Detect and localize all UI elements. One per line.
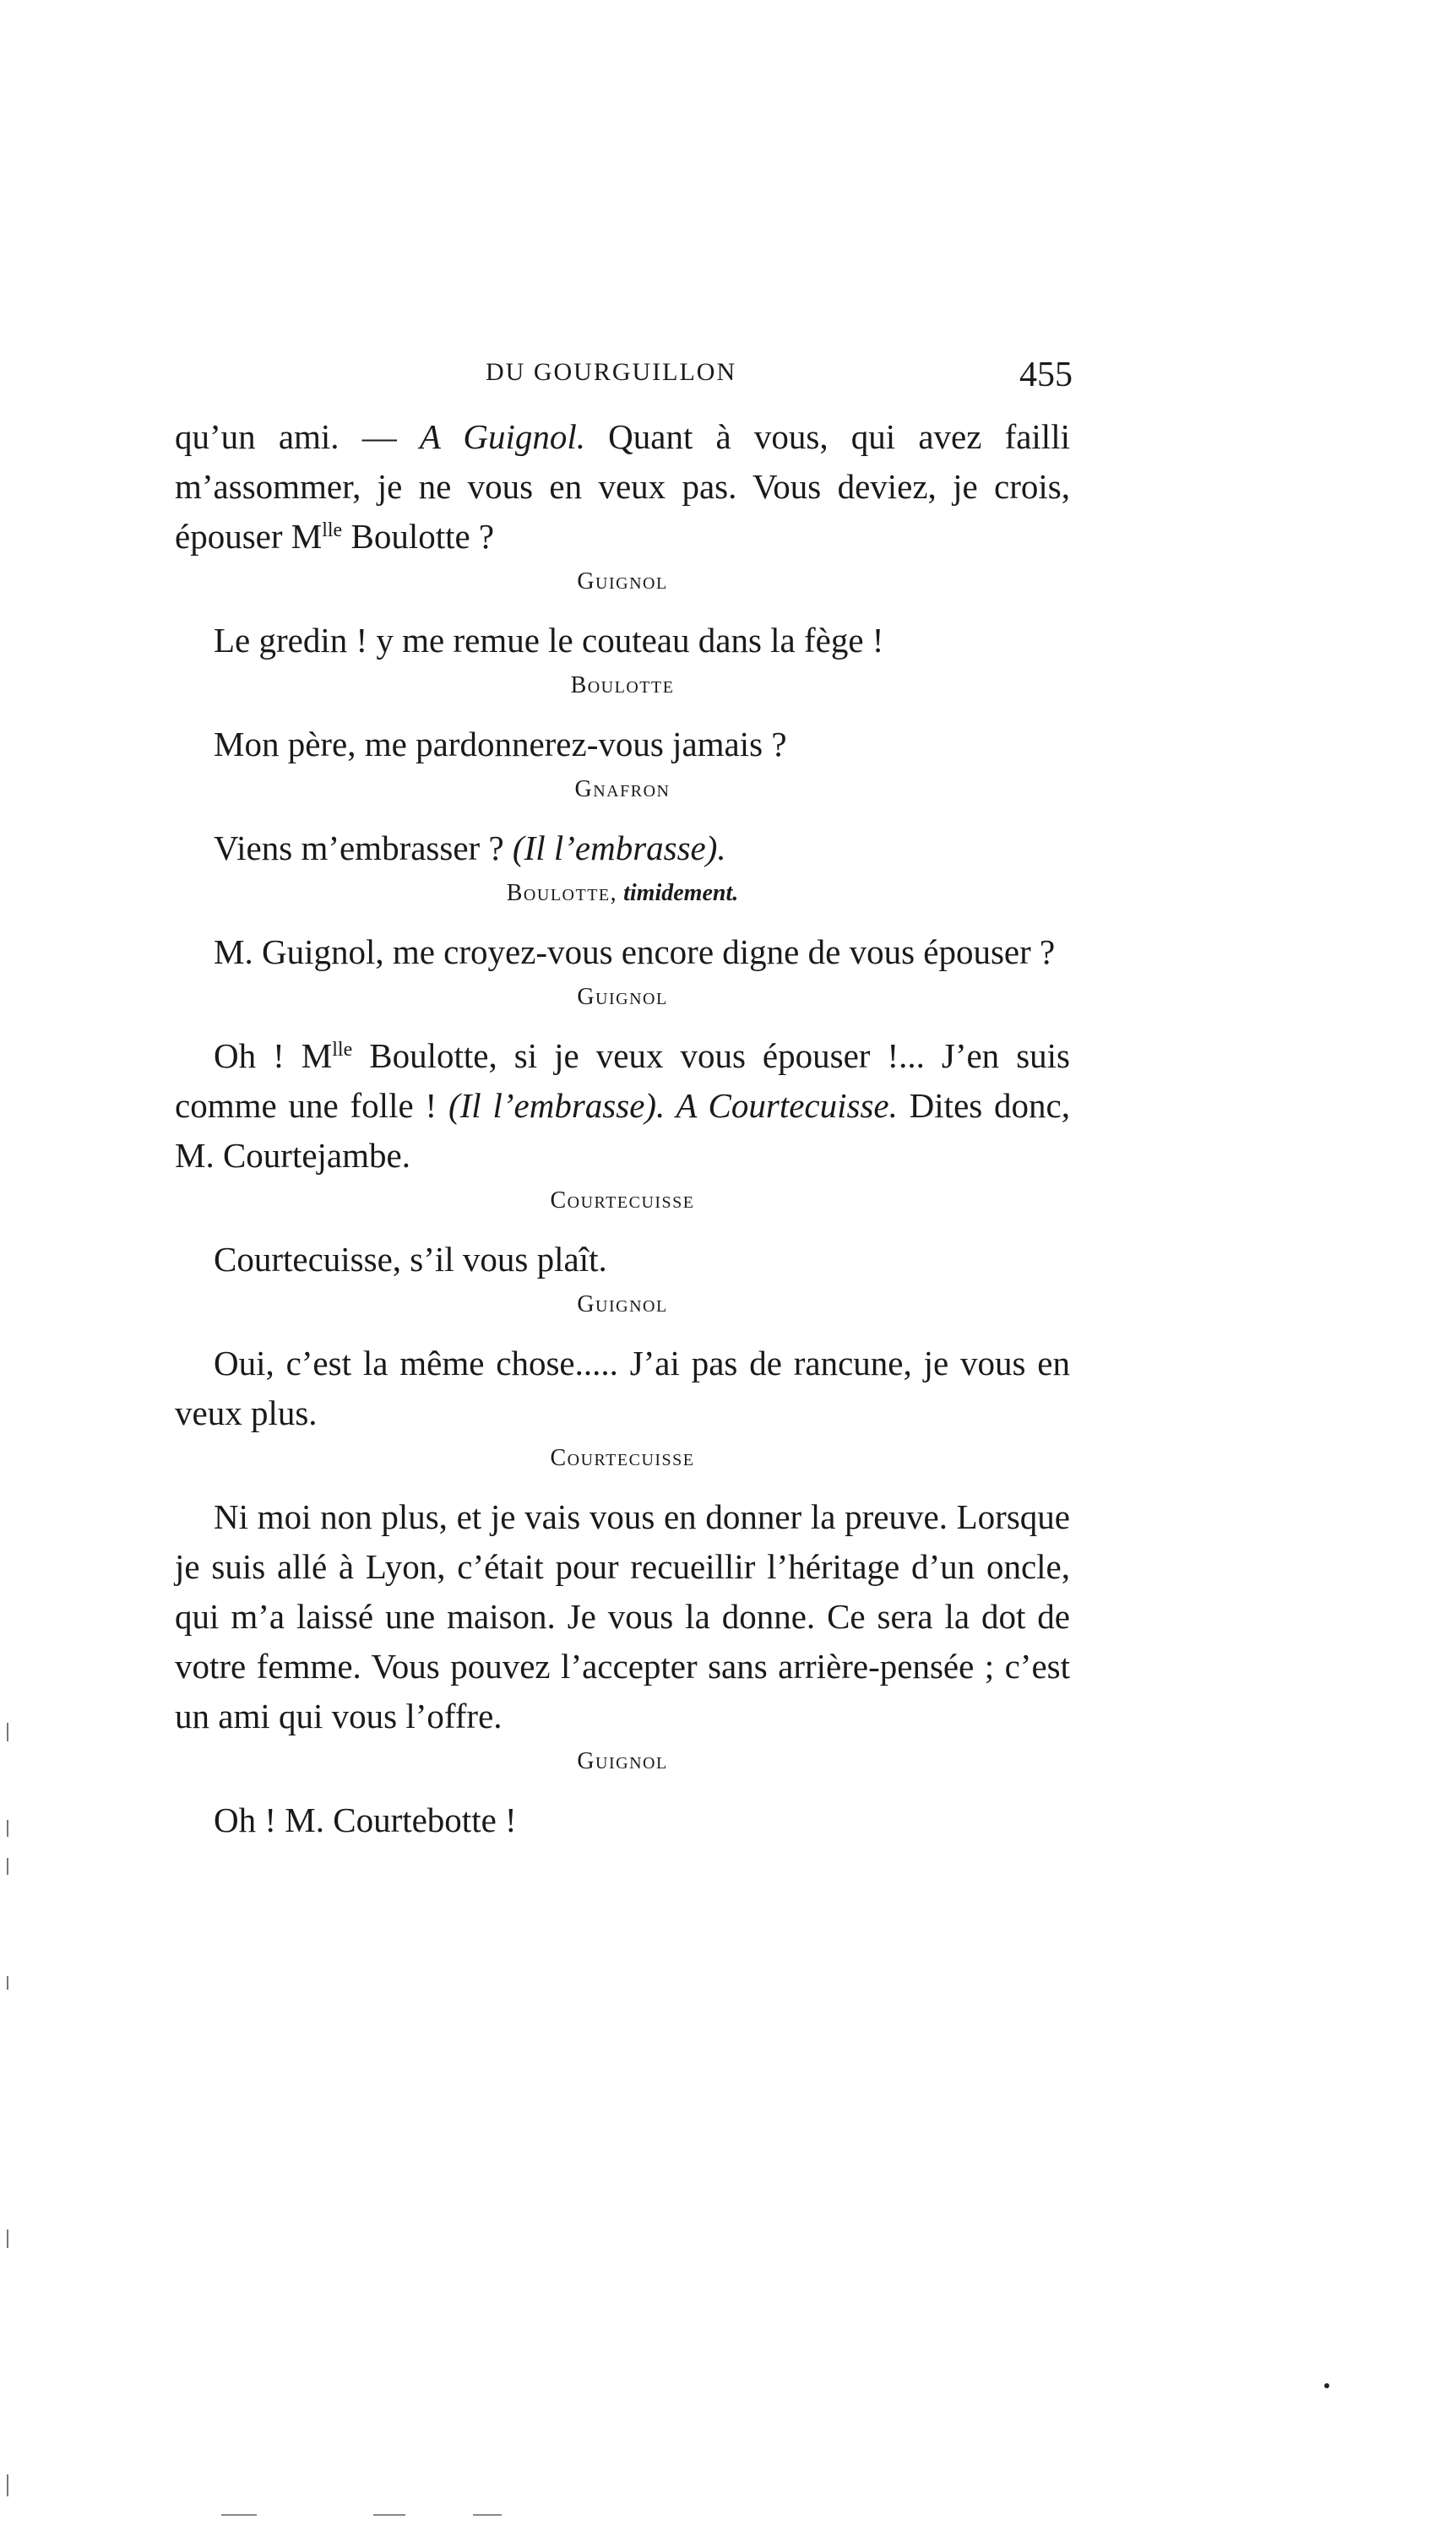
stage-direction: A Guignol.: [419, 417, 585, 456]
speech-paragraph: Oui, c’est la même chose..... J’ai pas de rancune, je vous en veux plus.: [175, 1344, 1070, 1432]
margin-mark: [7, 1723, 8, 1741]
speech-paragraph: M. Guignol, me croyez-vous encore digne de vous épouser ?: [214, 932, 1056, 971]
page-header: [177, 358, 1073, 400]
speaker-name: Boulotte: [570, 672, 675, 698]
speaker-name: Gnafron: [574, 776, 671, 802]
speech-paragraph: Oh ! $M^{lle}$ Boulotte, si je veux vous épouser !... J’en suis comme une folle ! (Il l’embrasse). A Courtecuisse. Dites donc, M. Courtejambe.: [175, 1036, 1071, 1175]
margin-mark: [7, 2474, 8, 2496]
page-number: 455: [1019, 356, 1073, 394]
speaker-name: Guignol: [577, 1291, 668, 1317]
speech-paragraph: qu’un ami. — A Guignol. Quant à vous, qui avez failli m’assommer, je ne vous en veux pas. Vous deviez, je crois, épouser $M^{lle}$ Boulotte ?: [175, 417, 1070, 556]
margin-mark: [7, 1858, 8, 1875]
speech-paragraph: Courtecuisse, s’il vous plaît.: [214, 1240, 607, 1279]
speech-paragraph: Ni moi non plus, et je vais vous en donner la preuve. Lorsque je suis allé à Lyon, c’était pour recueillir l’héritage d’un oncle, qui m’a laissé une maison. Je vous la donne. Ce sera la dot de votre femme. Vous pouvez l’accepter sans arrière-pensée ; c’est un ami qui vous l’offre.: [175, 1497, 1070, 1735]
stage-direction: timidement.: [617, 880, 739, 906]
speaker-name: Guignol: [577, 568, 668, 595]
play-text: [175, 412, 1070, 1845]
margin-mark: [7, 1820, 8, 1837]
speaker-name: Guignol: [577, 984, 668, 1010]
stage-direction: (Il l’embrasse).: [512, 828, 726, 867]
superscript: lle: [332, 1039, 353, 1061]
speech-paragraph: Le gredin ! y me remue le couteau dans la fège !: [214, 621, 884, 660]
stage-direction: (Il l’embrasse). A Courtecuisse.: [448, 1086, 898, 1125]
speech-paragraph: Oh ! M. Courtebotte !: [214, 1800, 517, 1839]
running-title: DU GOURGUILLON: [486, 358, 737, 386]
superscript: lle: [322, 519, 343, 541]
bottom-dash: [473, 2514, 502, 2516]
margin-mark: [7, 1976, 8, 1990]
speech-paragraph: Mon père, me pardonnerez-vous jamais ?: [214, 725, 787, 763]
speaker-name: Guignol: [577, 1748, 668, 1774]
speck: [1324, 2383, 1329, 2388]
speaker-name: Boulotte, timidement.: [506, 880, 739, 906]
speech-paragraph: Viens m’embrasser ? (Il l’embrasse).: [214, 828, 726, 867]
bottom-dash: [373, 2514, 405, 2516]
speaker-name: Courtecuisse: [550, 1445, 695, 1471]
bottom-dash: [221, 2514, 257, 2516]
speaker-name: Courtecuisse: [550, 1187, 695, 1214]
margin-mark: [7, 2230, 8, 2248]
